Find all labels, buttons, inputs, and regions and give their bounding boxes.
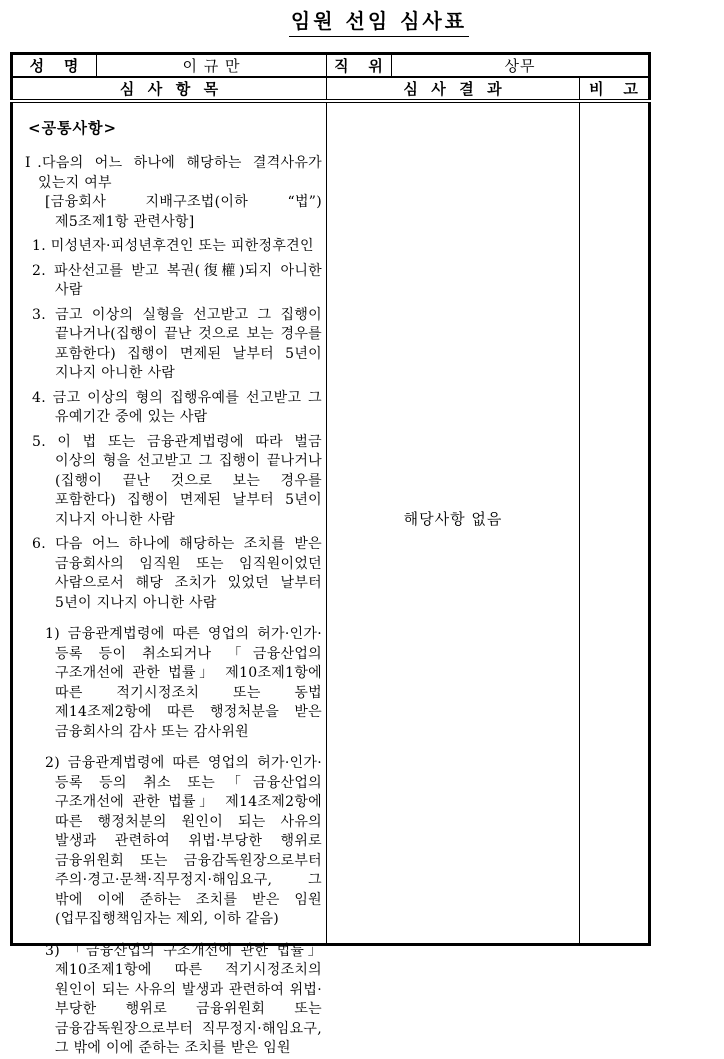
review-item-num: 1. 미성년자·피성년후견인 또는 피한정후견인 (32, 238, 314, 254)
page-title: 임원 선임 심사표 (289, 10, 469, 37)
name-value: 이 규 만 (97, 54, 327, 78)
column-header-note: 비 고 (580, 77, 650, 101)
review-item-sub: 2) 금융관계법령에 따른 영업의 허가·인가·등록 등의 취소 또는「금융산업의 구조개선에 관한 법률」 제14조제2항에 따른 행정처분의 원인이 되는 사유의 발생과 관련하여 위법·부당한 행위로 금융위원회 또는 금융감독원장으로부터 주의·경고·문책·직무정지·해임요구, 그 밖에 이에 준하는 조치를 받은 임원(업무집행책임자는 제외, 이하 같음) (45, 755, 322, 927)
document-title-area (0, 0, 724, 52)
review-result-value: 해당사항 없음 (403, 509, 503, 528)
review-item-num: 2. 파산선고를 받고 복권(復權)되지 아니한 사람 (32, 262, 322, 298)
section-title: <공통사항> (28, 119, 118, 137)
name-label: 성 명 (12, 54, 97, 78)
info-row (12, 54, 650, 78)
position-label: 직 위 (327, 54, 392, 78)
review-item-sub: 1) 금융관계법령에 따른 영업의 허가·인가·등록 등이 취소되거나 「금융산업의 구조개선에 관한 법률」 제10조제1항에 따른 적기시정조치 또는 동법 제14조제2항에 따른 행정처분을 받은 금융회사의 감사 또는 감사위원 (45, 626, 322, 740)
column-header-row (12, 77, 650, 101)
body-row (12, 101, 650, 945)
review-item-num: 3. 금고 이상의 실형을 선고받고 그 집행이 끝나거나(집행이 끝난 것으로 보는 경우를 포함한다) 집행이 면제된 날부터 5년이 지나지 아니한 사람 (32, 306, 322, 381)
review-result-cell (327, 101, 580, 945)
review-item-roman: Ⅰ.다음의 어느 하나에 해당하는 결격사유가 있는지 여부 (25, 155, 322, 191)
review-items-cell (12, 101, 327, 1056)
review-form-table (10, 52, 651, 1056)
review-item-num: 6. 다음 어느 하나에 해당하는 조치를 받은 금융회사의 임직원 또는 임직원이었던 사람으로서 해당 조치가 있었던 날부터 5년이 지나지 아니한 사람 (32, 536, 322, 611)
review-item-bracket: [금융회사 지배구조법(이하 “법”) 제5조제1항 관련사항] (45, 194, 322, 230)
column-header-items: 심 사 항 목 (12, 77, 327, 101)
position-value: 상무 (392, 54, 650, 78)
review-item-num: 5. 이 법 또는 금융관계법령에 따라 벌금 이상의 형을 선고받고 그 집행이 끝나거나(집행이 끝난 것으로 보는 경우를 포함한다) 집행이 면제된 날부터 5년이 지나지 아니한 사람 (32, 433, 322, 528)
column-header-result: 심 사 결 과 (327, 77, 580, 101)
review-items (25, 117, 322, 1056)
review-item-num: 4. 금고 이상의 형의 집행유예를 선고받고 그 유예기간 중에 있는 사람 (32, 389, 322, 425)
result-box (327, 103, 579, 933)
note-cell (580, 101, 650, 945)
review-item-sub: 3) 「금융산업의 구조개선에 관한 법률」 제10조제1항에 따른 적기시정조치의 원인이 되는 사유의 발생과 관련하여 위법·부당한 행위로 금융위원회 또는 금융감독원장으로부터 직무정지·해임요구, 그 밖에 이에 준하는 조치를 받은 임원 (45, 942, 322, 1056)
